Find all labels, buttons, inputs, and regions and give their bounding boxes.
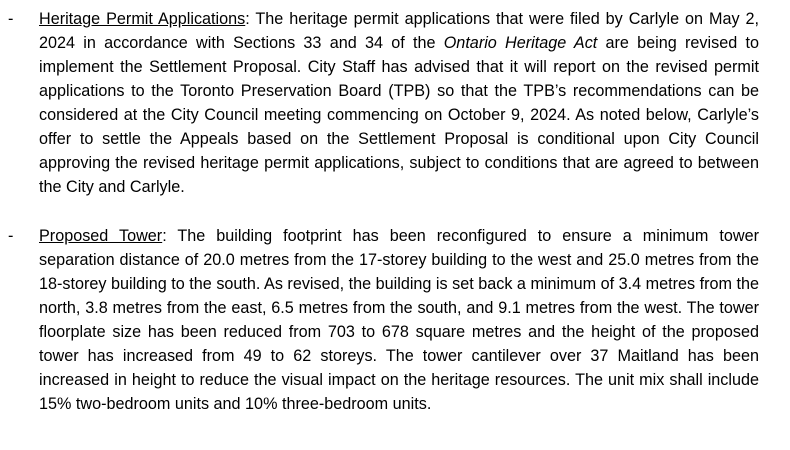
heading-separator: : [245,10,250,28]
bullet-dash: - [8,227,14,245]
heading-heritage-permit-applications: Heritage Permit Applications [39,10,246,28]
paragraph-text: The building footprint has been reconfigured to ensure a minimum tower separation distance of 20.0 metres from the 17-storey building to the west and 25.0 metres from the 18-storey building to the south. As revised, the building is set back a minimum of 3.4 metres from the north, 3.8 metres from the east, 6.5 metres from the south, and 9.1 metres from the west. The tower floorplate size has been reduced from 703 to 678 square metres and the height of the proposed tower has increased from 49 to 62 storeys. The tower cantilever over 37 Maitland has been increased in height to reduce the visual impact on the heritage resources. The unit mix shall include 15% two-bedroom units and 10% three-bedroom units. [39,227,759,413]
list-item-heritage-permit-applications [0,7,759,199]
paragraph-text-part-2: are being revised to implement the Settlement Proposal. City Staff has advised that it will report on the revised permit applications to the Toronto Preservation Board (TPB) so that the TPB’s recommendations can be considered at the City Council meeting commencing on October 9, 2024. As noted below, Carlyle’s offer to settle the Appeals based on the Settlement Proposal is conditional upon City Council approving the revised heritage permit applications, subject to conditions that are agreed to between the City and Carlyle. [39,34,759,196]
paragraph-proposed-tower [39,224,759,416]
act-title-italic: Ontario Heritage Act [443,34,598,52]
heading-separator: : [162,227,167,245]
paragraph-text-part-1: The heritage permit applications that were filed by Carlyle on May 2, 2024 in accordance with Sections 33 and 34 of the [39,10,760,52]
paragraph-heritage-permit [39,7,759,199]
heading-proposed-tower: Proposed Tower [39,227,163,245]
list-item-proposed-tower [0,224,759,416]
bullet-dash: - [8,10,14,28]
